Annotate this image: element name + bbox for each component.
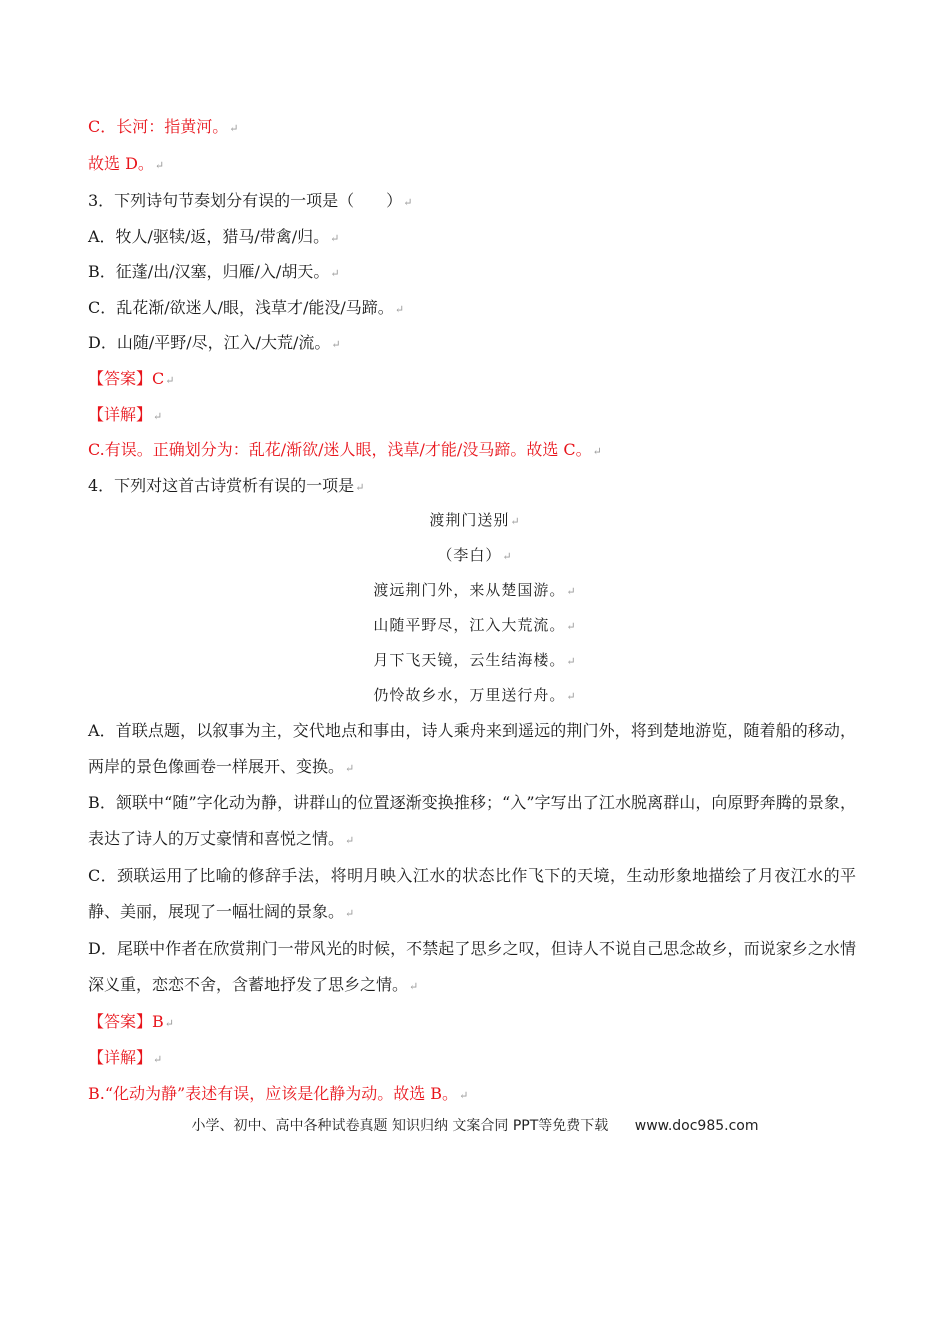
question-4: 4．下列对这首古诗赏析有误的一项是↵ bbox=[88, 476, 365, 495]
question-3-detail: C.有误。正确划分为：乱花/渐欲/迷人眼，浅草/才能/没马蹄。故选 C。↵ bbox=[88, 440, 602, 459]
question-3: 3．下列诗句节奏划分有误的一项是（ ）↵ bbox=[88, 191, 413, 210]
answer-pick-d: 故选 D。↵ bbox=[88, 154, 165, 173]
poem-line-1: 渡远荆门外，来从楚国游。↵ bbox=[373, 581, 577, 599]
question-3-detail-label: 【详解】↵ bbox=[88, 405, 163, 424]
poem-title: 渡荆门送别↵ bbox=[429, 511, 521, 529]
question-3-option-b: B．征蓬/出/汉塞，归雁/入/胡天。↵ bbox=[88, 262, 340, 281]
poem-author: （李白）↵ bbox=[437, 546, 513, 564]
poem-line-3: 月下飞天镜，云生结海楼。↵ bbox=[373, 651, 577, 669]
question-4-detail: B.“化动为静”表述有误，应该是化静为动。故选 B。↵ bbox=[88, 1084, 469, 1103]
question-3-answer: 【答案】C↵ bbox=[88, 369, 175, 388]
question-3-option-c: C．乱花渐/欲迷人/眼，浅草才/能没/马蹄。↵ bbox=[88, 298, 405, 317]
question-4-option-c: C．颈联运用了比喻的修辞手法，将明月映入江水的状态比作飞下的天境，生动形象地描绘了月夜江水的平静、美丽，展现了一幅壮阔的景象。↵ bbox=[88, 866, 856, 921]
question-4-option-a: A．首联点题，以叙事为主，交代地点和事由，诗人乘舟来到遥远的荆门外，将到楚地游览，随着船的移动，两岸的景色像画卷一样展开、变换。↵ bbox=[88, 721, 856, 776]
question-3-option-a: A．牧人/驱犊/返，猎马/带禽/归。↵ bbox=[88, 227, 340, 246]
question-4-option-b: B．颔联中“随”字化动为静，讲群山的位置逐渐变换推移；“入”字写出了江水脱离群山，向原野奔腾的景象，表达了诗人的万丈豪情和喜悦之情。↵ bbox=[88, 793, 856, 848]
question-4-detail-label: 【详解】↵ bbox=[88, 1048, 163, 1067]
question-3-option-d: D．山随/平野/尽，江入/大荒/流。↵ bbox=[88, 333, 341, 352]
poem-line-2: 山随平野尽，江入大荒流。↵ bbox=[373, 616, 577, 634]
question-4-answer: 【答案】B↵ bbox=[88, 1012, 174, 1031]
option-c-changhe: C．长河：指黄河。↵ bbox=[88, 117, 239, 136]
question-4-option-d: D．尾联中作者在欣赏荆门一带风光的时候，不禁起了思乡之叹，但诗人不说自己思念故乡，而说家乡之水情深义重，恋恋不舍，含蓄地抒发了思乡之情。↵ bbox=[88, 939, 856, 994]
page-footer bbox=[0, 1115, 950, 1135]
footer-url[interactable]: www.doc985.com bbox=[634, 1118, 759, 1134]
footer-text: 小学、初中、高中各种试卷真题 知识归纳 文案合同 PPT等免费下载 bbox=[191, 1118, 609, 1134]
poem-line-4: 仍怜故乡水，万里送行舟。↵ bbox=[373, 686, 577, 704]
